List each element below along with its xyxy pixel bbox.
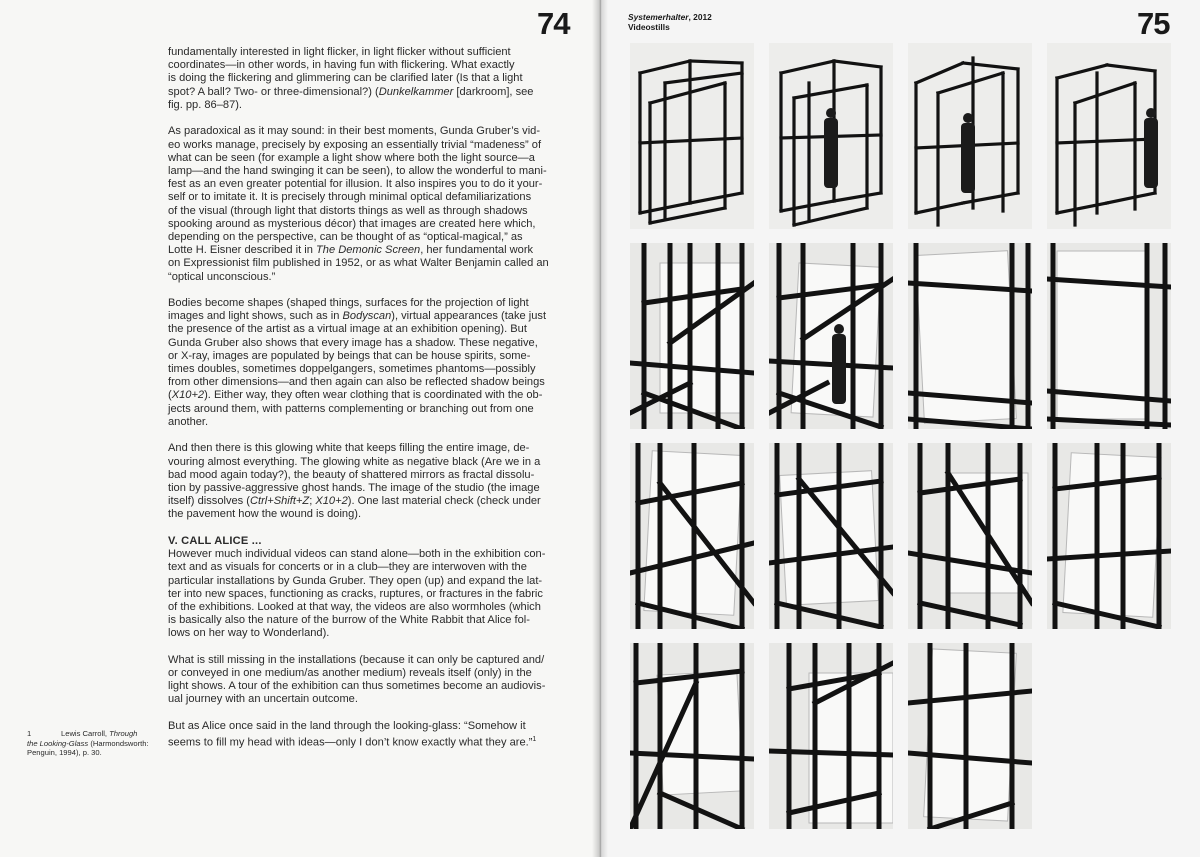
frame-sculpture-image: [1047, 443, 1171, 629]
video-still-14: [769, 643, 893, 829]
italic-title: X10+2: [171, 389, 205, 402]
body-text: [168, 46, 573, 750]
frame-sculpture-image: [908, 43, 1032, 229]
book-gutter: [592, 0, 608, 857]
footnote-author: Lewis Carroll,: [61, 729, 110, 738]
page-number-left: 74: [537, 6, 570, 41]
paragraph-text: But as Alice once said in the land through the looking-glass: “Somehow it seems to fill my head with ideas—only I don’t know exactly what they are.”: [168, 719, 533, 749]
footnote-number: 1: [27, 729, 32, 738]
caption-title: Systemerhalter: [628, 12, 689, 22]
paragraph-text: What is still missing in the installations (because it can only be captured and/ or conveyed in one medium/as another medium) reveals itself (only) in the light shows. A tour of the exhibition can thus sometimes become an audiovis- ual journey with an uncertain outcome.: [168, 653, 546, 706]
frame-sculpture-image: [908, 243, 1032, 429]
frame-sculpture-image: [1047, 243, 1171, 429]
video-still-7: [908, 243, 1032, 429]
right-page: [600, 0, 1200, 857]
paragraph-text: Bodies become shapes (shaped things, surfaces for the projection of light images and light shows, such as in: [168, 297, 529, 323]
footnote-marker: 1: [532, 736, 537, 744]
frame-sculpture-image: [630, 243, 754, 429]
video-still-6: [769, 243, 893, 429]
italic-title: Bodyscan: [342, 310, 392, 323]
video-still-3: [908, 43, 1032, 229]
paragraph-2: [168, 125, 573, 283]
figure-caption: [628, 13, 712, 33]
paragraph-text: ;: [309, 495, 316, 508]
italic-title: X10+2: [315, 495, 348, 508]
paragraph-text: , her fundamental work on Expressionist film published in 1952, or as what Walter Benjamin called an “optical unconscious.”: [168, 244, 549, 283]
frame-sculpture-image: [630, 643, 754, 829]
footnote-source: (Harmondsworth: Penguin, 1994), p. 30.: [27, 738, 149, 758]
video-still-13: [630, 643, 754, 829]
frame-sculpture-image: [769, 643, 893, 829]
page-number-right: 75: [1137, 6, 1170, 41]
paragraph-6: [168, 654, 573, 707]
frame-sculpture-image: [769, 43, 893, 229]
paragraph-4: [168, 442, 573, 521]
footnote: [27, 729, 167, 758]
frame-sculpture-image: [630, 443, 754, 629]
frame-sculpture-image: [908, 443, 1032, 629]
video-still-10: [769, 443, 893, 629]
paragraph-text: ). One last material check (check under the pavement how the wound is doing).: [168, 495, 541, 521]
paragraph-text: fundamentally interested in light flicker, in light flicker without sufficient coordinates—in other words, in having fun with flickering. What exactly is doing the flickering and glimmering can be clarified later (Is that a light spot? A ball? Two- or three-dimensional?) (: [168, 46, 523, 98]
paragraph-text: ). Either way, they often wear clothing that is coordinated with the ob- jects around them, with patterns complementing or branching out from one another.: [168, 389, 543, 428]
video-still-15: [908, 643, 1032, 829]
frame-sculpture-image: [1047, 43, 1171, 229]
frame-sculpture-image: [908, 643, 1032, 829]
video-still-11: [908, 443, 1032, 629]
video-still-9: [630, 443, 754, 629]
italic-title: Ctrl+Shift+Z: [250, 495, 310, 508]
video-still-8: [1047, 243, 1171, 429]
video-still-1: [630, 43, 754, 229]
italic-title: The Demonic Screen: [316, 244, 421, 257]
frame-sculpture-image: [769, 243, 893, 429]
paragraph-text: As paradoxical as it may sound: in their best moments, Gunda Gruber’s vid- eo works manage, precisely by exposing an essentially trivial “madeness” of what can be seen (for example a light show where both the light source—a lamp—and the hand swinging it can be seen), to allow the wonderful to mani- fest as an even greater potential for illusion. It also inspires you to do it your- self or to imitate it. It is precisely through minimal optical defamiliarizations of the visual (through light that distorts things as well as through shadows spooking around as mysterious décor) that images are created here which, depending on the perspective, can be thought of as “optical-magical,” as Lotte H. Eisner described it in: [168, 125, 547, 257]
paragraph-text: And then there is this glowing white that keeps filling the entire image, de- vouring almost everything. The glowing white as negative black (Are we in a bad mood again today?), the beauty of shattered mirrors as fractal dissolu- tion by passive-aggressive ghost hands. The image of the studio (the image itself) dissolves (: [168, 442, 541, 508]
video-still-2: [769, 43, 893, 229]
footnote-title: Through the Looking-Glass: [27, 729, 138, 748]
video-still-5: [630, 243, 754, 429]
paragraph-3: [168, 297, 573, 429]
frame-sculpture-image: [769, 443, 893, 629]
paragraph-text: [darkroom], see fig. pp. 86–87).: [168, 85, 534, 111]
video-still-12: [1047, 443, 1171, 629]
frame-sculpture-image: [630, 43, 754, 229]
paragraph-1: [168, 46, 573, 112]
video-still-4: [1047, 43, 1171, 229]
section-heading: V. CALL ALICE ...: [168, 534, 262, 547]
caption-year: , 2012: [688, 12, 712, 22]
paragraph-text: However much individual videos can stand alone—both in the exhibition con- text and as visuals for concerts or in a club—they are interwoven with the particular installations by Gunda Gruber. They open (up) and expand the lat- ter into new spaces, functioning as cracks, ruptures, or fractures in the fabric of the exhibitions. Looked at that way, the videos are also wormholes (which is basically also the nature of the burrow of the White Rabbit that Alice fol- lows on her way to Wonderland).: [168, 548, 546, 640]
caption-subtitle: Videostills: [628, 21, 670, 32]
italic-title: Dunkelkammer: [378, 85, 454, 98]
paragraph-text: ), virtual appearances (take just the presence of the artist as a virtual image at an exhibition opening). But Gunda Gruber also shows that every image has a shadow. These negative, or X-ray, images are populated by beings that can be house spirits, some- times doubles, sometimes doppelgangers, sometimes phantoms—possibly from other dimensions—and then again can also be reflected shadow beings (: [168, 310, 547, 402]
paragraph-5: [168, 535, 573, 641]
paragraph-7: [168, 720, 573, 750]
